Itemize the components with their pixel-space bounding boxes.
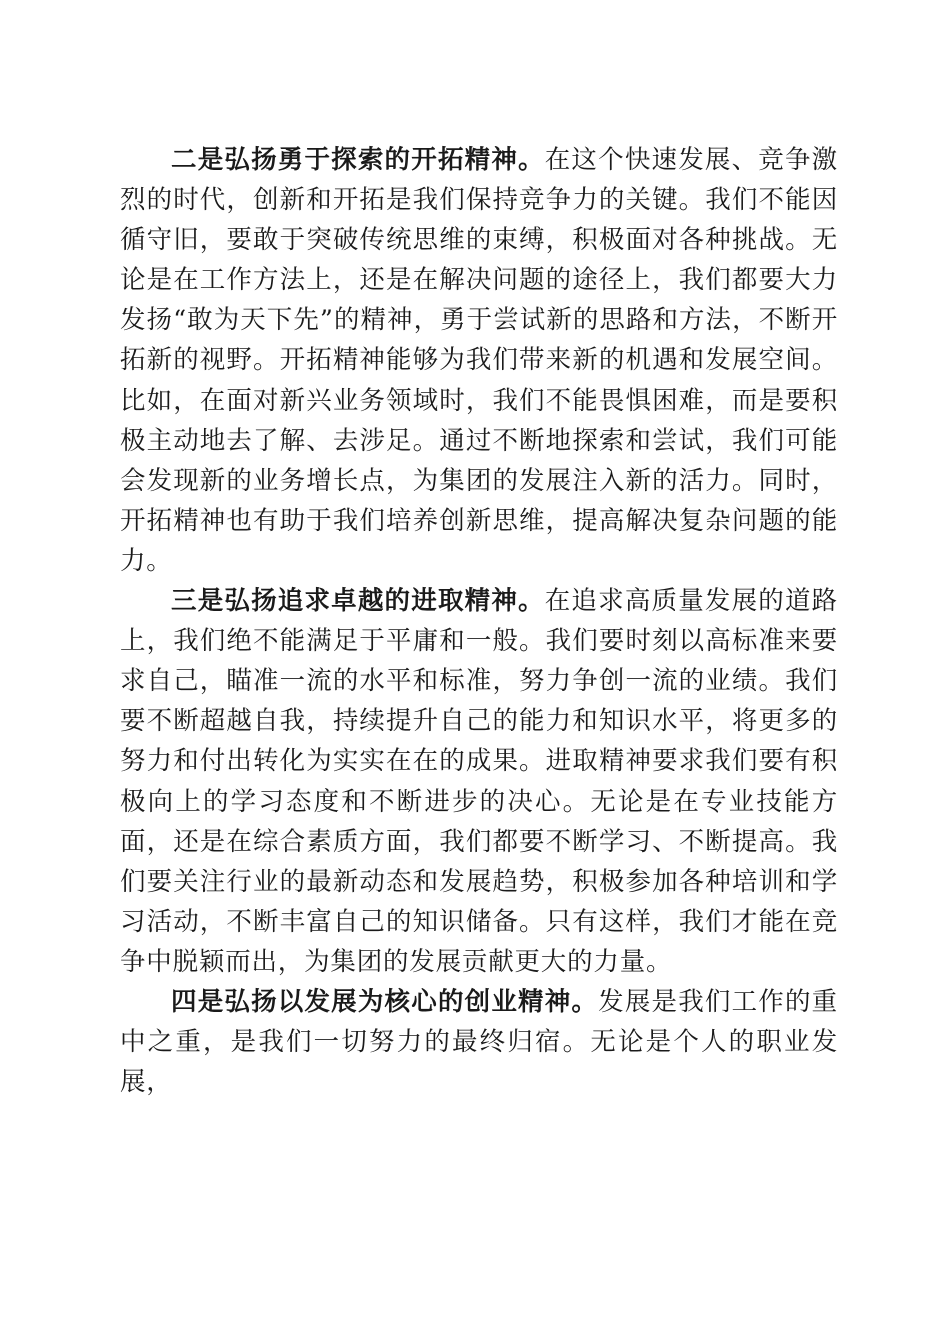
paragraph-body: 在追求高质量发展的道路上，我们绝不能满足于平庸和一般。我们要时刻以高标准来要求自己，瞄准一流的水平和标准，努力争创一流的业绩。我们要不断超越自我，持续提升自己的能力和知识水平，将更多的努力和付出转化为实实在在的成果。进取精神要求我们要有积极向上的学习态度和不断进步的决心。无论是在专业技能方面，还是在综合素质方面，我们都要不断学习、不断提高。我们要关注行业的最新动态和发展趋势，积极参加各种培训和学习活动，不断丰富自己的知识储备。只有这样，我们才能在竞争中脱颖而出，为集团的发展贡献更大的力量。	[120, 586, 838, 977]
paragraph-lead: 三是弘扬追求卓越的进取精神。	[171, 586, 545, 617]
paragraph-lead: 二是弘扬勇于探索的开拓精神。	[171, 145, 545, 175]
paragraph-pioneering-spirit	[120, 140, 838, 581]
paragraph-lead: 四是弘扬以发展为核心的创业精神。	[171, 986, 599, 1017]
paragraph-body: 在这个快速发展、竞争激烈的时代，创新和开拓是我们保持竞争力的关键。我们不能因循守旧，要敢于突破传统思维的束缚，积极面对各种挑战。无论是在工作方法上，还是在解决问题的途径上，我们都要大力发扬“敢为天下先”的精神，勇于尝试新的思路和方法，不断开拓新的视野。开拓精神能够为我们带来新的机遇和发展空间。比如，在面对新兴业务领域时，我们不能畏惧困难，而是要积极主动地去了解、去涉足。通过不断地探索和尝试，我们可能会发现新的业务增长点，为集团的发展注入新的活力。同时，开拓精神也有助于我们培养创新思维，提高解决复杂问题的能力。	[120, 145, 838, 576]
paragraph-enterprising-spirit	[120, 581, 838, 982]
document-page	[120, 140, 838, 1102]
paragraph-entrepreneurial-spirit	[120, 982, 838, 1102]
paragraph-body: 发展是我们工作的重中之重，是我们一切努力的最终归宿。无论是个人的职业发展，	[120, 986, 838, 1098]
